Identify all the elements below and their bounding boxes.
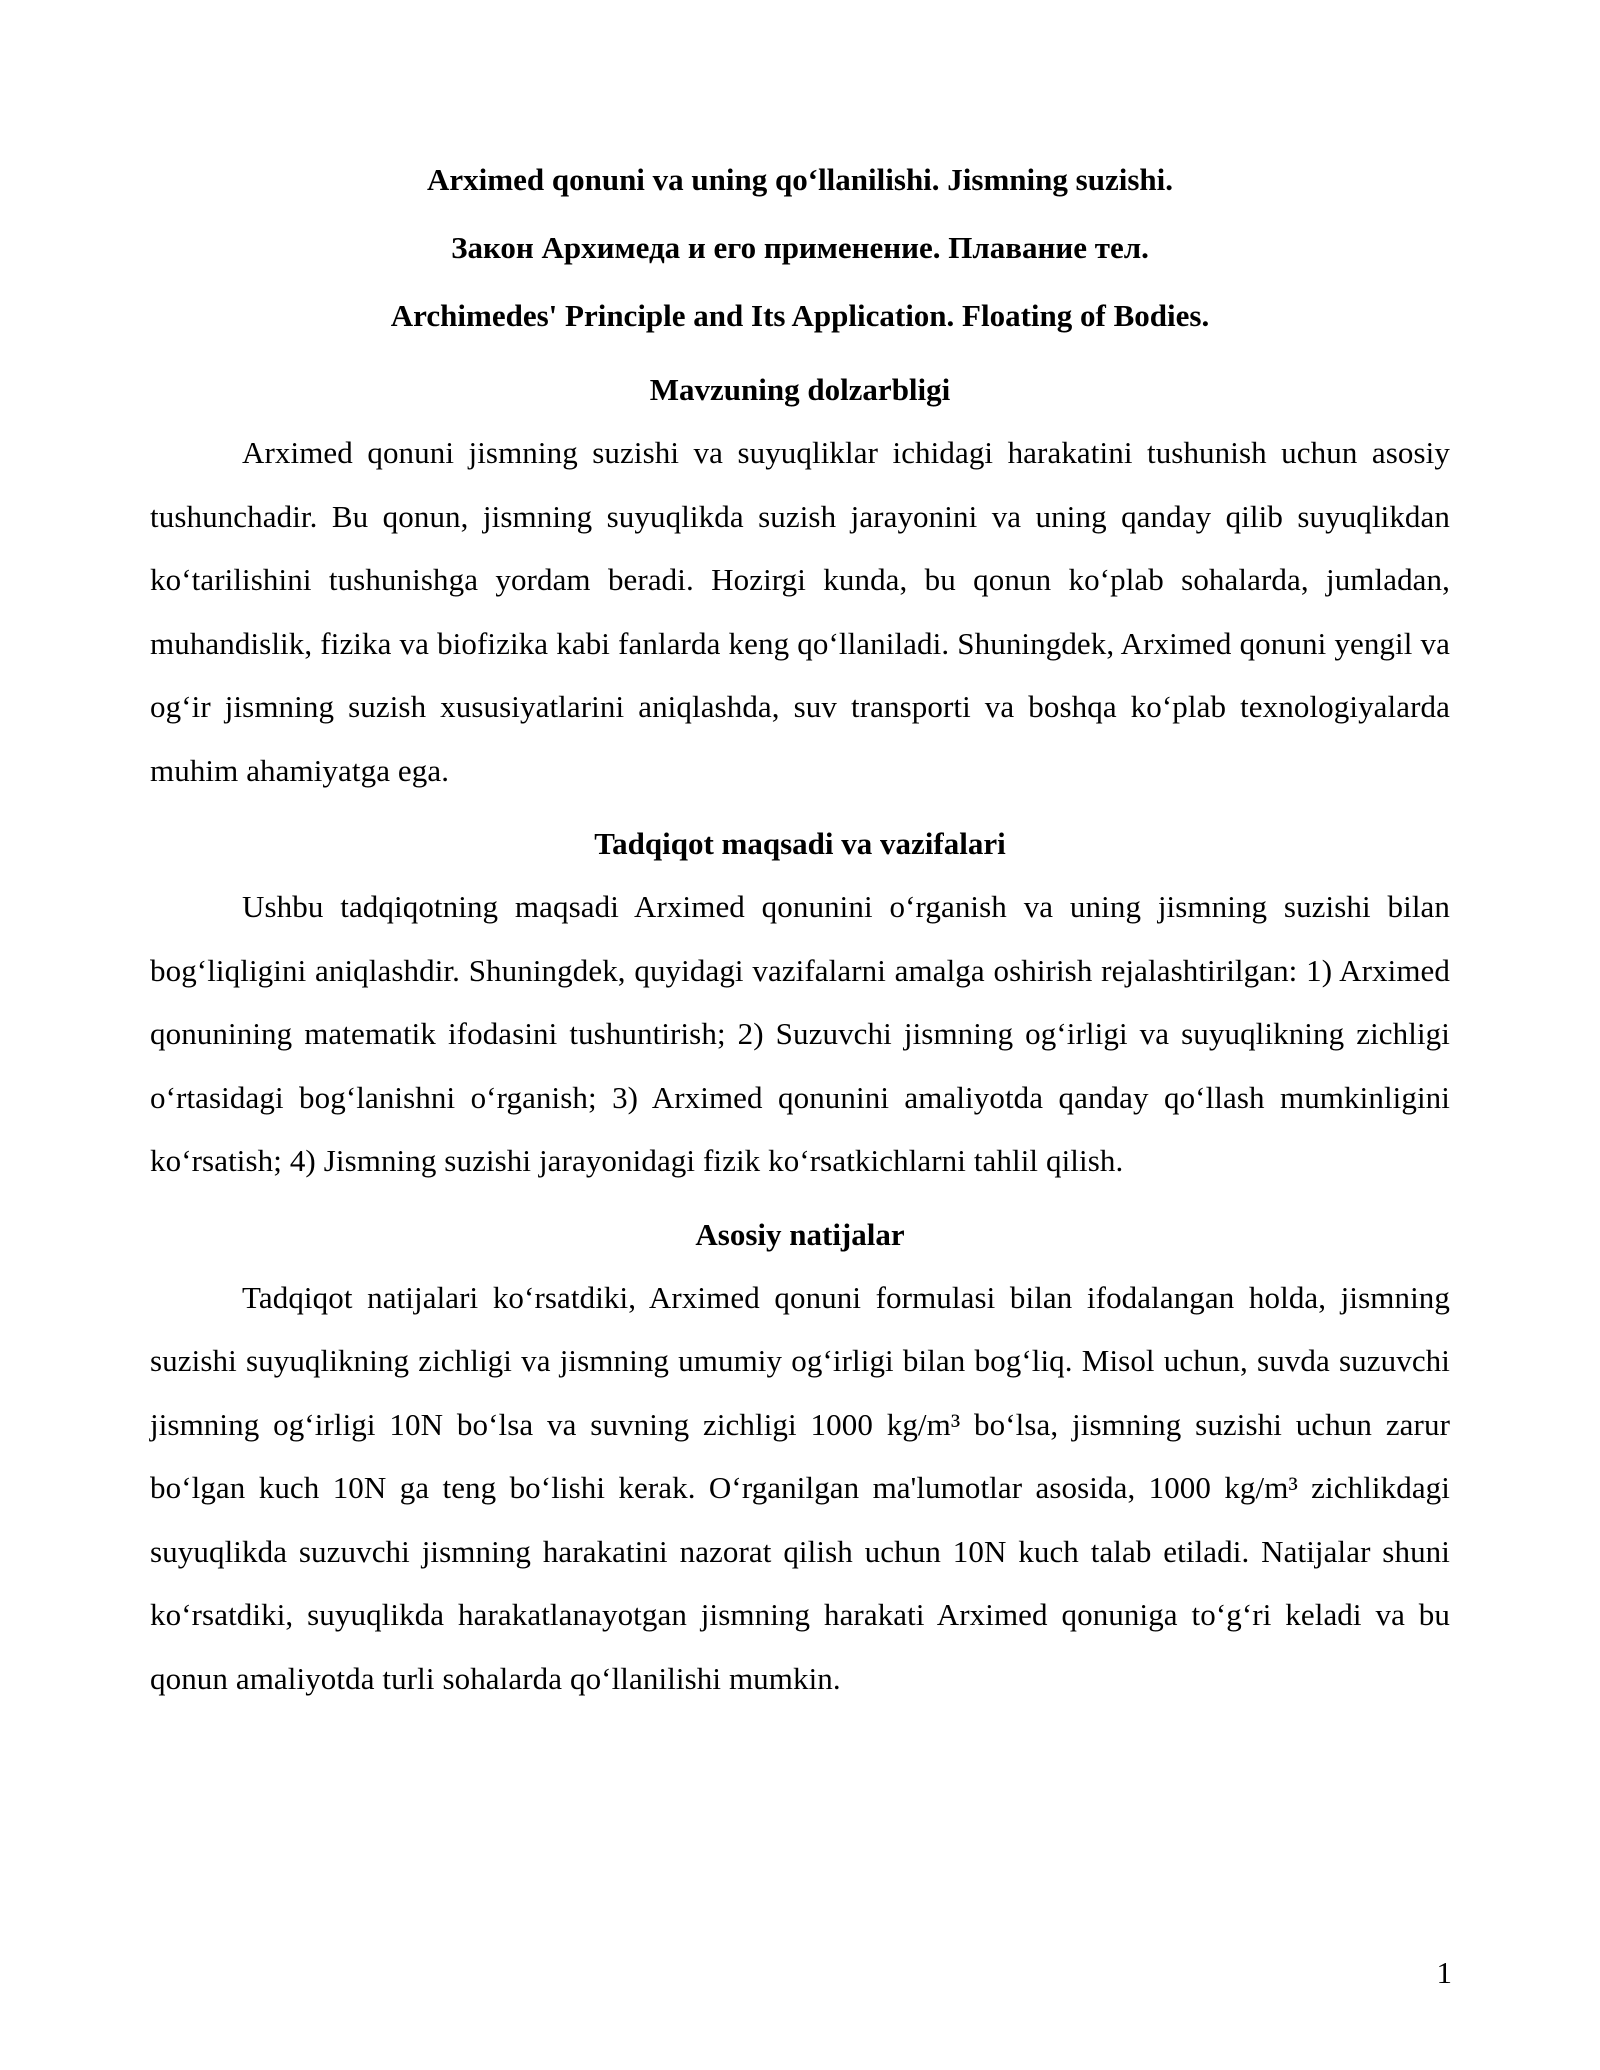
title-english: Archimedes' Principle and Its Application. Floating of Bodies.	[390, 298, 1210, 333]
title-russian: Закон Архимеда и его применение. Плавание тел.	[451, 230, 1149, 265]
section-heading-relevance: Mavzuning dolzarbligi	[649, 372, 951, 407]
section-paragraph-relevance: Arximed qonuni jismning suzishi va suyuqliklar ichidagi harakatini tushunish uchun asosiy tushunchadir. Bu qonun, jismning suyuqlikda suzish jarayonini va uning qanday qilib suyuqlikdan ko‘tarilishini tushunishga yordam beradi. Hozirgi kunda, bu qonun ko‘plab sohalarda, jumladan, muhandislik, fizika va biofizika kabi fanlarda keng qo‘llaniladi. Shuningdek, Arximed qonuni yengil va og‘ir jismning suzish xususiyatlarini aniqlashda, suv transporti va boshqa ko‘plab texnologiyalarda muhim ahamiyatga ega.	[150, 435, 1450, 788]
section-heading-results: Asosiy natijalar	[695, 1216, 905, 1252]
section-paragraph-goals: Ushbu tadqiqotning maqsadi Arximed qonunini o‘rganish va uning jismning suzishi bilan bog‘liqligini aniqlashdir. Shuningdek, quyidagi vazifalarni amalga oshirish rejalashtirilgan: 1) Arximed qonunining matematik ifodasini tushuntirish; 2) Suzuvchi jismning og‘irligi va suyuqlikning zichligi o‘rtasidagi bog‘lanishni o‘rganish; 3) Arximed qonunini amaliyotda qanday qo‘llash mumkinligini ko‘rsatish; 4) Jismning suzishi jarayonidagi fizik ko‘rsatkichlarni tahlil qilish.	[150, 889, 1450, 1178]
section-heading-goals: Tadqiqot maqsadi va vazifalari	[594, 826, 1006, 861]
section-paragraph-results: Tadqiqot natijalari ko‘rsatdiki, Arximed qonuni formulasi bilan ifodalangan holda, jismning suzishi suyuqlikning zichligi va jismning umumiy og‘irligi bilan bog‘liq. Misol uchun, suvda suzuvchi jismning og‘irligi 10N bo‘lsa va suvning zichligi 1000 kg/m³ bo‘lsa, jismning suzishi uchun zarur bo‘lgan kuch 10N ga teng bo‘lishi kerak. O‘rganilgan ma'lumotlar asosida, 1000 kg/m³ zichlikdagi suyuqlikda suzuvchi jismning harakatini nazorat qilish uchun 10N kuch talab etiladi. Natijalar shuni ko‘rsatdiki, suyuqlikda harakatlanayotgan jismning harakati Arximed qonuniga to‘g‘ri keladi va bu qonun amaliyotda turli sohalarda qo‘llanilishi mumkin.	[150, 1279, 1450, 1696]
document-body	[150, 146, 1450, 1710]
page-number: 1	[1436, 1955, 1452, 1990]
title-uzbek: Arximed qonuni va uning qo‘llanilishi. Jismning suzishi.	[427, 162, 1173, 197]
